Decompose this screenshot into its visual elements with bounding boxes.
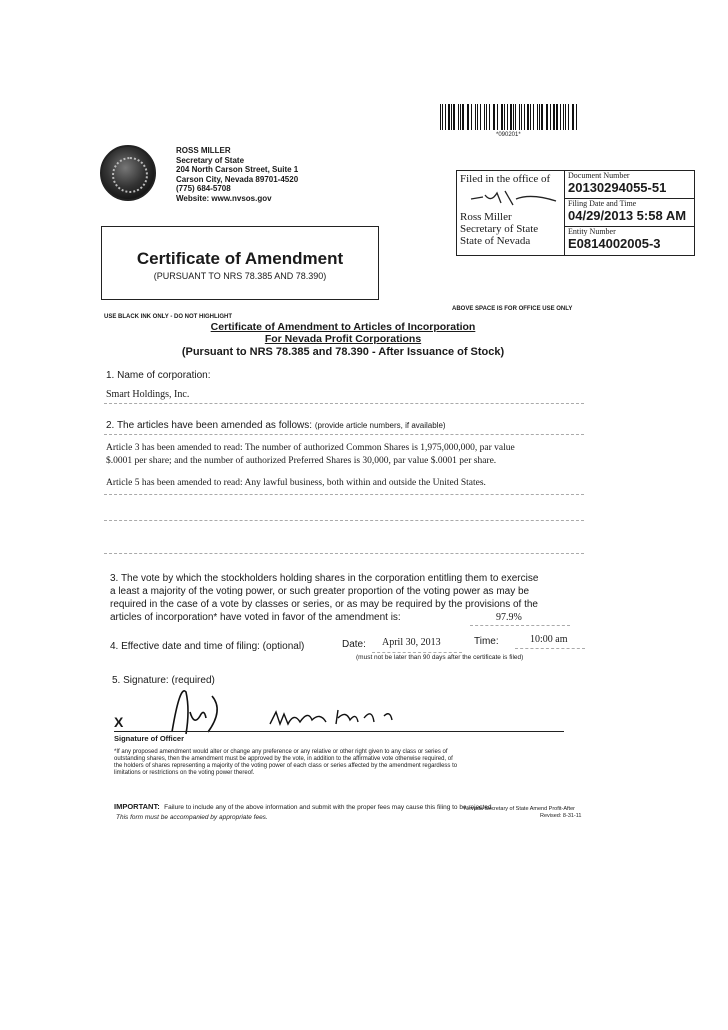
barcode-bar bbox=[504, 104, 505, 130]
filed-signer-title: Secretary of State bbox=[460, 223, 539, 235]
barcode-bar bbox=[560, 104, 561, 130]
barcode-bar bbox=[565, 104, 566, 130]
secretary-title: Secretary of State bbox=[176, 155, 245, 165]
secretary-phone: (775) 684-5708 bbox=[176, 184, 231, 193]
footnote-line2: outstanding shares, then the amendment must be approved by the vote, in addition to the affirmative vote otherwise required, of bbox=[114, 756, 453, 762]
barcode-bar bbox=[451, 104, 452, 130]
barcode-bar bbox=[489, 104, 490, 130]
barcode-bar bbox=[484, 104, 485, 130]
signature-officer-label: Signature of Officer bbox=[114, 734, 185, 743]
barcode-number: *090201* bbox=[496, 132, 521, 138]
barcode-bar bbox=[515, 104, 516, 130]
vote-text-line4: articles of incorporation* have voted in favor of the amendment is: bbox=[110, 612, 401, 623]
barcode-bar bbox=[507, 104, 508, 130]
amendment-label: 2. The articles have been amended as follows: bbox=[106, 420, 313, 431]
filing-details bbox=[565, 171, 694, 255]
secretary-address1: 204 North Carson Street, Suite 1 bbox=[176, 165, 299, 174]
effective-time-value: 10:00 am bbox=[530, 634, 568, 645]
barcode-bar bbox=[541, 104, 542, 130]
amendment-hint: (provide article numbers, if available) bbox=[314, 421, 446, 430]
barcode-bar bbox=[494, 104, 495, 130]
barcode-bar bbox=[475, 104, 477, 130]
barcode-bar bbox=[524, 104, 525, 130]
article5-line bbox=[104, 494, 584, 495]
barcode-bar bbox=[568, 104, 569, 130]
secretary-address2: Carson City, Nevada 89701-4520 bbox=[176, 174, 299, 184]
filed-signer-name: Ross Miller bbox=[460, 211, 512, 223]
entity-number: E0814002005-3 bbox=[568, 236, 661, 251]
amendment-line bbox=[104, 434, 584, 435]
barcode-bar bbox=[493, 104, 494, 130]
blank-line-2 bbox=[104, 553, 584, 554]
footnote bbox=[114, 749, 457, 777]
barcode-bar bbox=[458, 104, 459, 130]
barcode-bar bbox=[468, 104, 469, 130]
time-label: Time: bbox=[474, 636, 499, 647]
barcode-bar bbox=[497, 104, 498, 130]
footnote-line4: limitations or restrictions on the voting power thereof. bbox=[114, 770, 255, 776]
vote-line bbox=[470, 625, 570, 626]
time-line bbox=[515, 648, 585, 649]
barcode-bar bbox=[527, 104, 529, 130]
corporation-name-label: 1. Name of corporation: bbox=[106, 370, 211, 381]
corporation-name-line bbox=[104, 403, 584, 404]
barcode-bar bbox=[442, 104, 443, 130]
barcode-bar bbox=[533, 104, 534, 130]
doc-number-label: Document Number bbox=[568, 171, 630, 180]
corporation-name-value: Smart Holdings, Inc. bbox=[106, 389, 190, 400]
form-revised: Revised: 8-31-11 bbox=[540, 813, 582, 819]
important-text: Failure to include any of the above information and submit with the proper fees may cause this filing to be rejected. bbox=[164, 804, 494, 811]
effective-date-label: 4. Effective date and time of filing: (optional) bbox=[110, 641, 305, 652]
barcode-bar bbox=[530, 104, 531, 130]
barcode-bar bbox=[467, 104, 468, 130]
secretary-name: ROSS MILLER bbox=[176, 146, 231, 155]
barcode-bar bbox=[477, 104, 478, 130]
office-use-note: ABOVE SPACE IS FOR OFFICE USE ONLY bbox=[452, 306, 573, 312]
barcode-bar bbox=[501, 104, 503, 130]
barcode-bar bbox=[513, 104, 514, 130]
footnote-line3: the holders of shares representing a majority of the voting power of each class or series affected by the amendment regardless to bbox=[114, 763, 458, 769]
important-row bbox=[114, 796, 493, 814]
filing-stamp-box bbox=[456, 170, 695, 256]
barcode-bar bbox=[510, 104, 511, 130]
doc-number: 20130294055-51 bbox=[568, 180, 667, 195]
barcode-bar bbox=[448, 104, 449, 130]
vote-percent: 97.9% bbox=[496, 612, 522, 623]
vote-text-line3: required in the case of a vote by classes or series, or as may be required by the provisions of the bbox=[110, 599, 538, 610]
article3-line1: Article 3 has been amended to read: The number of authorized Common Shares is 1,975,000,000, par value bbox=[106, 443, 515, 453]
barcode-bar bbox=[553, 104, 554, 130]
barcode-bar bbox=[547, 104, 548, 130]
barcode-bar bbox=[576, 104, 577, 130]
amendment-label-row bbox=[106, 420, 446, 431]
certificate-subtitle: (PURSUANT TO NRS 78.385 AND 78.390) bbox=[153, 271, 327, 281]
certificate-title-box bbox=[101, 226, 379, 300]
barcode-bar bbox=[537, 104, 538, 130]
barcode-bar bbox=[556, 104, 558, 130]
secretary-website: Website: www.nvsos.gov bbox=[176, 193, 272, 203]
barcode-bar bbox=[480, 104, 481, 130]
filing-office-cell bbox=[457, 171, 565, 255]
barcode-bar bbox=[519, 104, 520, 130]
secretary-info bbox=[176, 146, 298, 203]
black-ink-note: USE BLACK INK ONLY - DO NOT HIGHLIGHT bbox=[104, 314, 233, 320]
form-heading-line3: (Pursuant to NRS 78.385 and 78.390 - After Issuance of Stock) bbox=[181, 346, 505, 358]
barcode-bar bbox=[445, 104, 446, 130]
filed-signer-state: State of Nevada bbox=[460, 235, 531, 247]
fees-note: This form must be accompanied by appropriate fees. bbox=[116, 814, 268, 821]
footnote-line1: *If any proposed amendment would alter or change any preference or any relative or other right given to any class or series of bbox=[114, 749, 448, 755]
signature-label: 5. Signature: (required) bbox=[112, 675, 215, 686]
barcode bbox=[440, 104, 580, 130]
barcode-bar bbox=[460, 104, 461, 130]
vote-text-line2: a least a majority of the voting power, or such greater proportion of the voting power as may be bbox=[110, 586, 530, 597]
barcode-bar bbox=[453, 104, 455, 130]
blank-line-1 bbox=[104, 520, 584, 521]
certificate-title: Certificate of Amendment bbox=[136, 249, 344, 268]
filing-signature bbox=[461, 185, 561, 211]
form-heading-line2: For Nevada Profit Corporations bbox=[264, 333, 422, 345]
filing-date-label: Filing Date and Time bbox=[568, 199, 637, 208]
barcode-bar bbox=[550, 104, 551, 130]
barcode-bar bbox=[471, 104, 472, 130]
barcode-bar bbox=[440, 104, 441, 130]
important-label: IMPORTANT: bbox=[114, 802, 160, 811]
article5-text: Article 5 has been amended to read: Any lawful business, both within and outside the United States. bbox=[106, 478, 486, 488]
barcode-bar bbox=[521, 104, 522, 130]
barcode-bar bbox=[546, 104, 547, 130]
date-label: Date: bbox=[342, 639, 366, 650]
filing-date: 04/29/2013 5:58 AM bbox=[568, 208, 687, 223]
date-line bbox=[372, 652, 462, 653]
signature-x: X bbox=[114, 714, 124, 730]
barcode-bar bbox=[486, 104, 487, 130]
form-name: Nevada Secretary of State Amend Profit-After bbox=[464, 806, 575, 812]
barcode-bar bbox=[462, 104, 463, 130]
signature-line bbox=[114, 731, 564, 732]
effective-date-value: April 30, 2013 bbox=[382, 637, 441, 648]
vote-text-line1: 3. The vote by which the stockholders holding shares in the corporation entitling them to exercise bbox=[110, 573, 539, 584]
form-heading-line1: Certificate of Amendment to Articles of Incorporation bbox=[210, 321, 476, 333]
article3-line2: $.0001 per share; and the number of authorized Preferred Shares is 30,000, par value $.0001 per share. bbox=[106, 456, 497, 466]
barcode-bar bbox=[572, 104, 573, 130]
filed-label: Filed in the office of bbox=[460, 173, 551, 185]
state-seal-icon bbox=[100, 145, 156, 201]
date-limit-note: (must not be later than 90 days after the certificate is filed) bbox=[356, 654, 524, 661]
entity-number-label: Entity Number bbox=[568, 227, 616, 236]
barcode-bar bbox=[573, 104, 574, 130]
barcode-bar bbox=[539, 104, 540, 130]
barcode-bar bbox=[563, 104, 564, 130]
